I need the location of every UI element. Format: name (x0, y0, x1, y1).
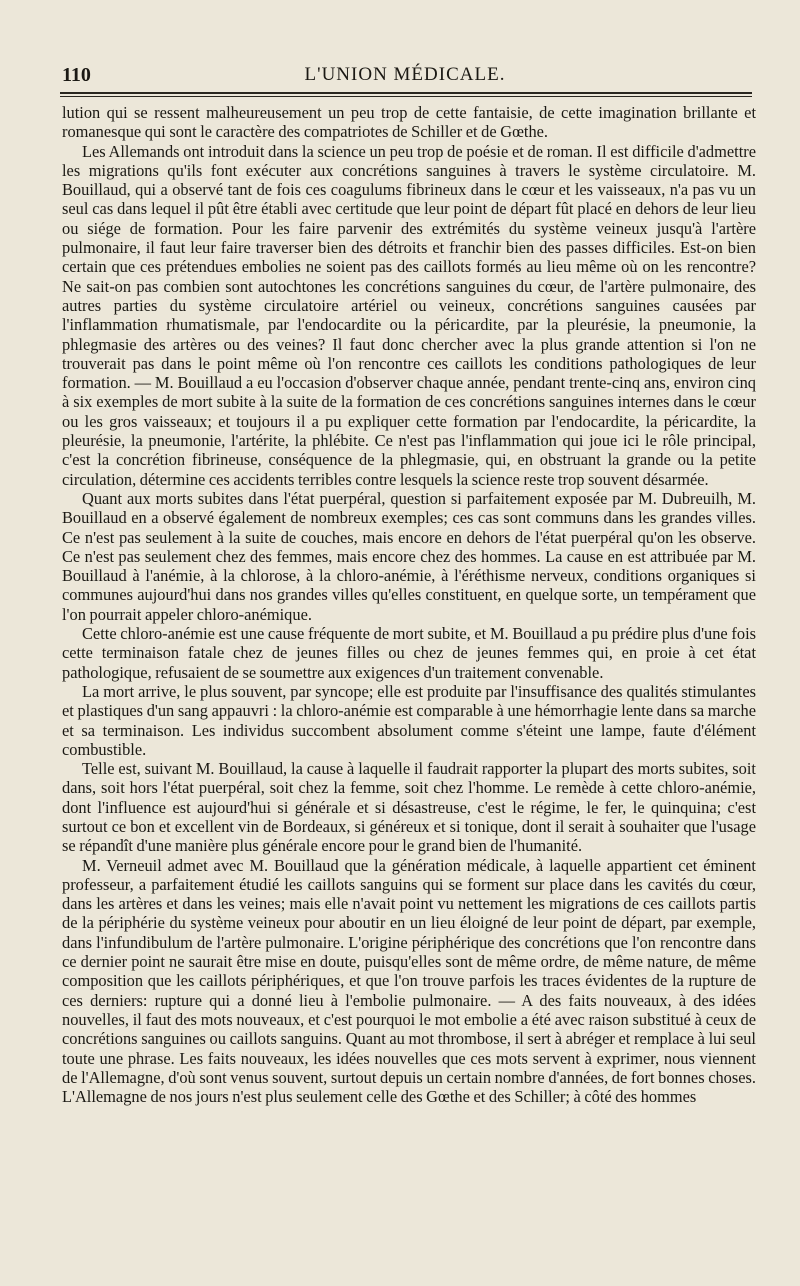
paragraph: La mort arrive, le plus souvent, par syncope; elle est produite par l'insuffisance des qualités stimulantes et plastiques d'un sang appauvri : la chloro-anémie est comparable à une hémorrhagie lente dans sa marche et sa terminaison. Les individus succombent absolument comme s'éteint une lampe, faute d'élément combustible. (62, 681, 756, 759)
running-title: L'UNION MÉDICALE. (304, 64, 506, 85)
paragraph: M. Verneuil admet avec M. Bouillaud que la génération médicale, à laquelle appartient cet éminent professeur, a parfaitement étudié les caillots sanguins qui se forment sur place dans les cavités du cœur, dans les artères et dans les veines; mais elle n'avait point vu nettement les migrations de ces caillots partis de la périphérie du système veineux pour aboutir en un lieu éloigné de leur point de départ, par exemple, dans l'infundibulum de l'artère pulmonaire. L'origine périphérique des concrétions que l'on rencontre dans ce dernier point ne saurait être mise en doute, puisqu'elles sont de même ordre, de même nature, de même composition que les caillots périphériques, et que l'on trouve parfois les traces évidentes de la rupture de ces derniers: rupture qui a donné lieu à l'embolie pulmonaire. — A des faits nouveaux, à des idées nouvelles, il faut des mots nouveaux, et c'est pourquoi le mot embolie a été avec raison substitué à ceux de concrétions sanguines ou caillots sanguins. Quant au mot thrombose, il sert à abréger et remplace à lui seul toute une phrase. Les faits nouveaux, les idées nouvelles que ces mots servent à exprimer, nous viennent de l'Allemagne, d'où sont venus souvent, surtout depuis un certain nombre d'années, de fort bonnes choses. L'Allemagne de nos jours n'est plus seulement celle des Gœthe et des Schiller; à côté des hommes (62, 855, 756, 1107)
article-body (62, 103, 756, 1106)
paragraph-continuation: lution qui se ressent malheureusement un peu trop de cette fantaisie, de cette imagination brillante et romanesque qui sont le caractère des compatriotes de Schiller et de Gœthe. (62, 103, 756, 142)
paragraph: Cette chloro-anémie est une cause fréquente de mort subite, et M. Bouillaud a pu prédire plus d'une fois cette terminaison fatale chez de jeunes filles ou chez de jeunes femmes qui, en proie à cet état pathologique, refusaient de se soumettre aux exigences d'un traitement convenable. (62, 624, 756, 682)
page-number: 110 (62, 64, 91, 86)
paragraph: Les Allemands ont introduit dans la science un peu trop de poésie et de roman. Il est difficile d'admettre les migrations qu'ils font exécuter aux concrétions sanguines à travers le système circulatoire. M. Bouillaud, qui a observé tant de fois ces coagulums fibrineux dans le cœur et les vaisseaux, n'a pas vu un seul cas dans lequel il pût être établi avec certitude que leur point de départ fût placé en dehors de leur lieu ou siége de formation. Pour les faire parvenir des extrémités du système veineux jusqu'à l'artère pulmonaire, il faut leur faire traverser bien des détroits et franchir bien des passes difficiles. Est-on bien certain que ces prétendues embolies ne soient pas des caillots formés au lieu même où on les rencontre? Ne sait-on pas combien sont autochtones les concrétions sanguines du cœur, de l'artère pulmonaire, des autres parties du système circulatoire artériel ou veineux, concrétions sanguines causées par l'inflammation rhumatismale, par l'endocardite ou la péricardite, par la pleurésie, la pneumonie, la phlegmasie des artères ou des veines? Il faut donc chercher avec la plus grande attention si l'on ne trouverait pas dans le point même où l'on rencontre ces caillots les conditions pathologiques de leur formation. — M. Bouillaud a eu l'occasion d'observer chaque année, pendant trente-cinq ans, environ cinq à six exemples de mort subite à la suite de la formation de ces concrétions sanguines internes dans le cœur ou les gros vaisseaux; et toujours il a pu expliquer cette formation par l'endocardite, la péricardite, la pleurésie, la pneumonie, l'artérite, la phlébite. Ce n'est pas l'inflammation qui joue ici le rôle principal, c'est la concrétion fibrineuse, conséquence de la phlegmasie, qui, en obstruant la grande ou la petite circulation, détermine ces accidents terribles contre lesquels la science reste trop souvent désarmée. (62, 141, 756, 489)
paragraph: Quant aux morts subites dans l'état puerpéral, question si parfaitement exposée par M. Dubreuilh, M. Bouillaud en a observé également de nombreux exemples; ces cas sont communs dans les grandes villes. Ce n'est pas seulement à la suite de couches, mais encore en dehors de l'état puerpéral qu'on les observe. Ce n'est pas seulement chez des femmes, mais encore chez des hommes. La cause en est attribuée par M. Bouillaud à l'anémie, à la chlorose, à la chloro-anémie, à l'éréthisme nerveux, conditions organiques si communes aujourd'hui dans nos grandes villes qu'elles constituent, en quelque sorte, un tempérament que l'on pourrait appeler chloro-anémique. (62, 488, 756, 624)
paragraph: Telle est, suivant M. Bouillaud, la cause à laquelle il faudrait rapporter la plupart des morts subites, soit dans, soit hors l'état puerpéral, soit chez la femme, soit chez l'homme. Le remède à cette chloro-anémie, dont l'influence est aujourd'hui si générale et si désastreuse, c'est le régime, le fer, le quinquina; c'est surtout ce bon et excellent vin de Bordeaux, si généreux et si tonique, dont il serait à souhaiter que l'usage se répandît d'une manière plus générale encore pour le grand bien de l'humanité. (62, 759, 756, 856)
header-rule-thin (60, 96, 752, 97)
header-rule (60, 92, 752, 94)
page-header (60, 62, 750, 90)
